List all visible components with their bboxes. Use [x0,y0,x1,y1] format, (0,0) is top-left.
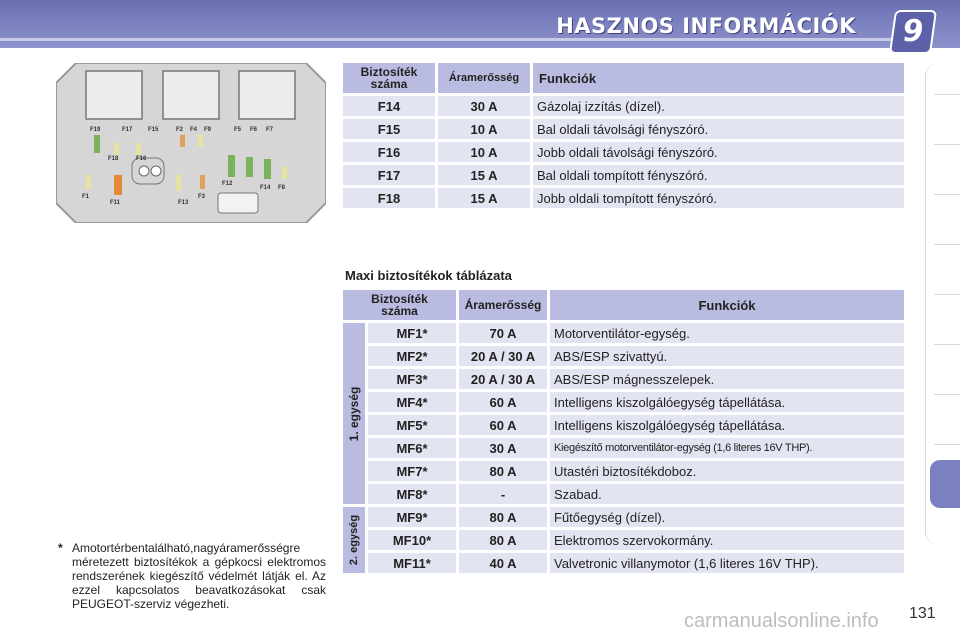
table-row [343,119,904,139]
fuse-label: F2 [176,127,184,133]
fuse-number-cell: MF4* [368,392,456,412]
fuse-number-cell: MF3* [368,369,456,389]
amperage-cell: 80 A [459,507,547,527]
fuse-number-cell: MF2* [368,346,456,366]
table-row [343,553,904,573]
amperage-cell: 30 A [438,96,530,116]
group-cell-unit-2 [343,507,365,573]
column-header-amperage: Áramerősség [459,290,547,320]
page-number: 131 [909,605,936,622]
fuse-number-cell: MF8* [368,484,456,504]
fuse-label: F17 [122,127,133,133]
fuse-table-engine [340,60,907,211]
function-cell: Valvetronic villanymotor (1,6 literes 16V THP). [550,553,904,573]
fuse-label: F12 [222,181,233,187]
fuse-label: F5 [234,127,242,133]
column-header-fuse-number: Biztosíték száma [343,290,456,320]
table-row [343,323,904,343]
amperage-cell: 10 A [438,119,530,139]
side-tab-divider [934,244,960,245]
group-label: 1. egység [347,386,361,441]
fuse-label: F16 [136,156,147,162]
table-row [343,438,904,458]
function-cell: Motorventilátor-egység. [550,323,904,343]
fuse-number-cell: MF9* [368,507,456,527]
fuse-box-diagram [56,63,326,223]
side-tab-divider [934,194,960,195]
chapter-number-badge: 9 [889,10,937,54]
function-cell: Bal oldali tompított fényszóró. [533,165,904,185]
amperage-cell: 80 A [459,461,547,481]
table-row [343,530,904,550]
fuse-number-cell: MF1* [368,323,456,343]
header-title: HASZNOS INFORMÁCIÓK [556,14,856,38]
fuse-number-cell: MF6* [368,438,456,458]
chapter-tab-active[interactable] [930,460,960,508]
column-header-amperage: Áramerősség [438,63,530,93]
fuse-label: F8 [278,185,286,191]
fuse-number-cell: MF11* [368,553,456,573]
table-row [343,369,904,389]
amperage-cell: - [459,484,547,504]
function-cell: Utastéri biztosítékdoboz. [550,461,904,481]
fuse-number-cell: MF10* [368,530,456,550]
fuse-number-cell: F18 [343,188,435,208]
page-header [0,0,960,48]
table-row [343,142,904,162]
fuse-label: F4 [190,127,198,133]
function-cell: Gázolaj izzítás (dízel). [533,96,904,116]
footnote [58,541,326,611]
table-row [343,96,904,116]
side-tab-divider [934,94,960,95]
function-cell: ABS/ESP mágnesszelepek. [550,369,904,389]
fuse-label: F11 [110,200,121,206]
fuse-label: F9 [204,127,212,133]
table-row [343,461,904,481]
fuse-number-cell: F16 [343,142,435,162]
watermark: carmanualsonline.info [684,610,879,632]
footnote-star: * [58,541,63,555]
function-cell: Intelligens kiszolgálóegység tápellátása. [550,392,904,412]
function-cell: ABS/ESP szivattyú. [550,346,904,366]
fuse-label: F3 [198,194,206,200]
function-cell: Szabad. [550,484,904,504]
table-row [343,165,904,185]
fuse-label: F14 [260,185,271,191]
column-header-fuse-number: Biztosíték száma [343,63,435,93]
amperage-cell: 60 A [459,392,547,412]
function-cell: Intelligens kiszolgálóegység tápellátása. [550,415,904,435]
group-label: 2. egység [348,514,360,566]
table-row [343,392,904,412]
fuse-label: F6 [250,127,258,133]
fuse-number-cell: F17 [343,165,435,185]
footnote-text: Amotortérbentalálható,nagyáramerősségre méretezett biztosítékok a gépkocsi elektromos rendszerének kiegészítő védelmét látják el. Az ezzel kapcsolatos beavatkozásokat csak PEUGEOT-szerviz végezheti. [72,541,326,611]
fuse-label: F19 [90,127,101,133]
fuse-label: F18 [108,156,119,162]
amperage-cell: 15 A [438,165,530,185]
table-row [343,507,904,527]
amperage-cell: 70 A [459,323,547,343]
side-tab-divider [934,444,960,445]
function-cell: Jobb oldali tompított fényszóró. [533,188,904,208]
amperage-cell: 10 A [438,142,530,162]
fuse-number-cell: F14 [343,96,435,116]
function-cell: Bal oldali távolsági fényszóró. [533,119,904,139]
amperage-cell: 20 A / 30 A [459,369,547,389]
table-row [343,415,904,435]
fuse-label: F7 [266,127,274,133]
amperage-cell: 30 A [459,438,547,458]
side-tab-divider [934,344,960,345]
table-row [343,188,904,208]
amperage-cell: 60 A [459,415,547,435]
side-tab-divider [934,144,960,145]
amperage-cell: 20 A / 30 A [459,346,547,366]
fuse-label: F15 [148,127,159,133]
side-tab-divider [934,394,960,395]
table-row [343,484,904,504]
fuse-number-cell: MF5* [368,415,456,435]
function-cell: Jobb oldali távolsági fényszóró. [533,142,904,162]
table-row [343,346,904,366]
header-stripe [0,38,900,41]
fuse-label: F13 [178,200,189,206]
function-cell: Elektromos szervokormány. [550,530,904,550]
column-header-function: Funkciók [550,290,904,320]
column-header-function: Funkciók [533,63,904,93]
fuse-number-cell: MF7* [368,461,456,481]
amperage-cell: 40 A [459,553,547,573]
side-tab-divider [934,294,960,295]
amperage-cell: 15 A [438,188,530,208]
fuse-number-cell: F15 [343,119,435,139]
maxi-fuse-table-title: Maxi biztosítékok táblázata [345,268,512,283]
function-cell: Kiegészítő motorventilátor-egység (1,6 literes 16V THP). [550,438,904,458]
fuse-label: F1 [82,194,90,200]
maxi-fuse-table [340,287,907,576]
function-cell: Fűtőegység (dízel). [550,507,904,527]
amperage-cell: 80 A [459,530,547,550]
group-cell-unit-1 [343,323,365,504]
